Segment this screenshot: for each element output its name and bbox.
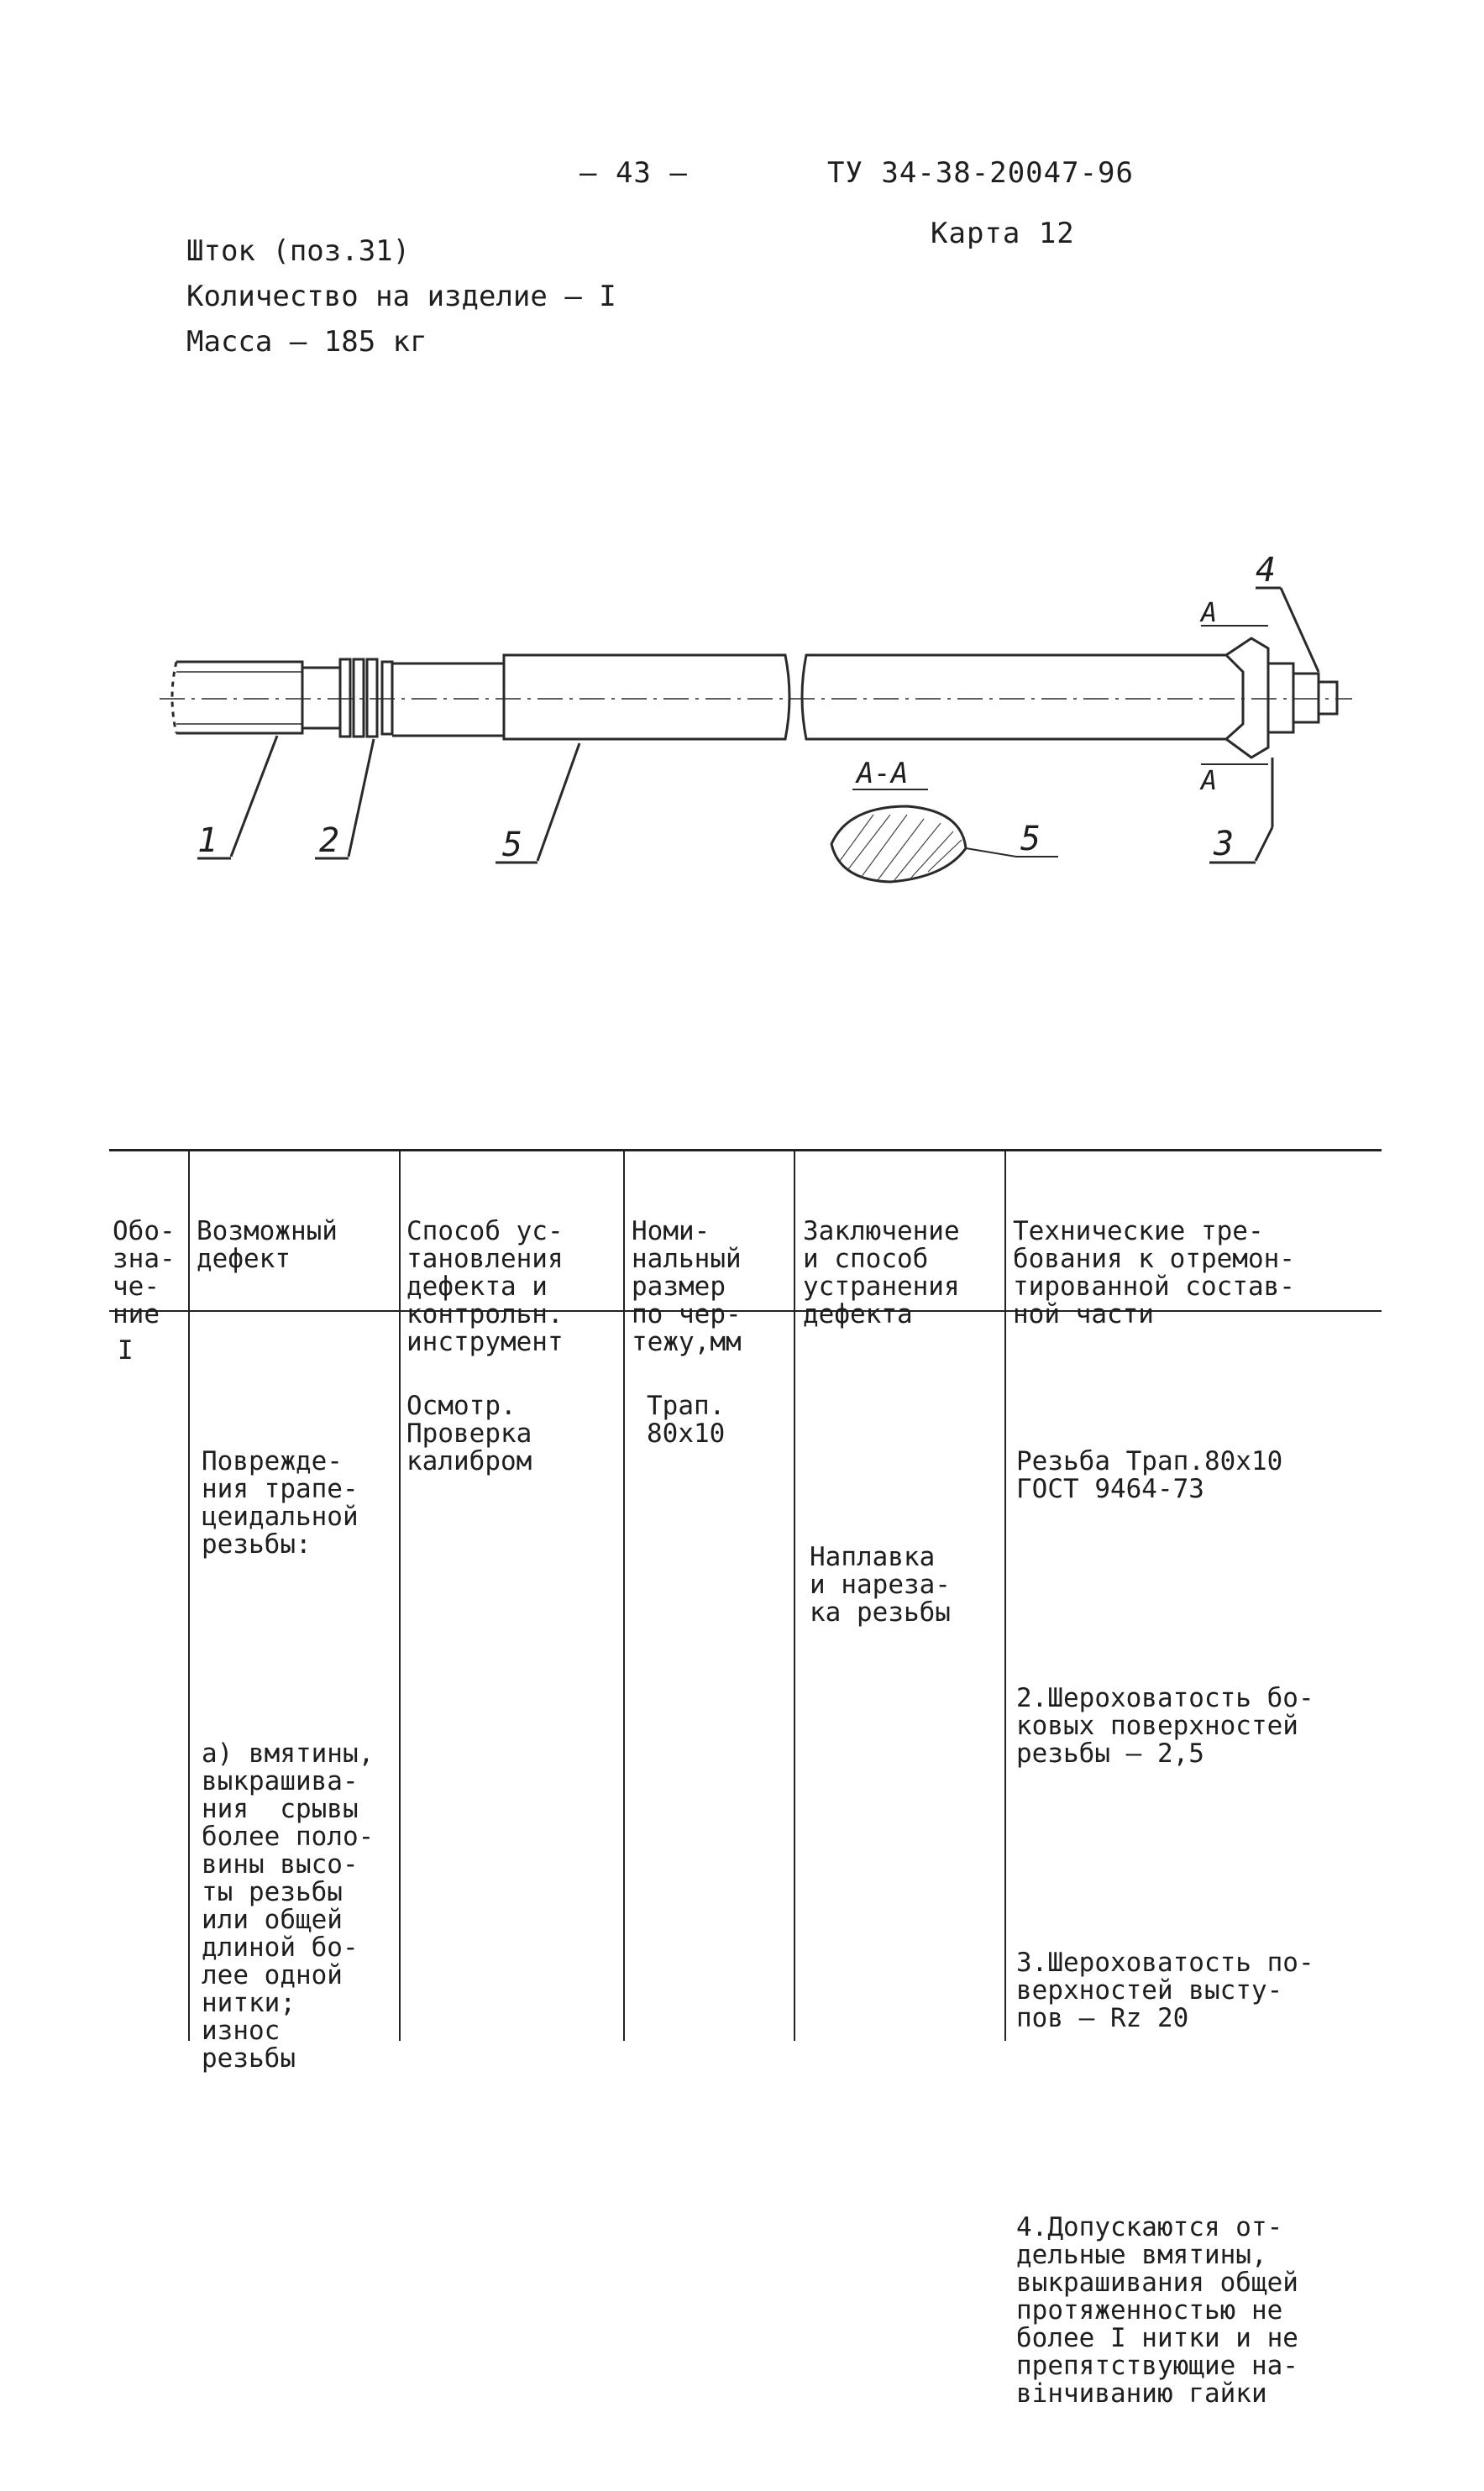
requirement-2: 2.Шероховатость бо- ковых поверхностей резьбы – 2,5 [1016, 1683, 1314, 1769]
section-mark-bottom: А [1201, 764, 1218, 796]
card-number: Карта 12 [931, 217, 1075, 250]
section-mark-top: А [1201, 596, 1218, 628]
header-nominal: Номи- нальный размер по чер- тежу,мм [632, 1216, 742, 1357]
callout-5-section: 5 [1020, 820, 1041, 858]
col-divider-2 [399, 1149, 401, 2041]
defect-detail: а) вмятины, выкрашива- ния срывы более поло- вины высо- ты резьбы или общей длиной бо- лее одной нитки; износ резьбы [202, 1738, 375, 2074]
page-number: – 43 – [579, 156, 688, 190]
item-mass: Масса – 185 кг [186, 325, 427, 359]
callout-2: 2 [319, 821, 340, 860]
item-name: Шток (поз.31) [186, 234, 411, 268]
row-conclusion: Наплавка и нареза- ка резьбы [810, 1542, 951, 1628]
table-top-rule [109, 1149, 1382, 1151]
callout-4: 4 [1256, 551, 1277, 590]
row-method: Осмотр. Проверка калибром [406, 1391, 532, 1476]
callout-1: 1 [197, 821, 218, 860]
callout-3: 3 [1214, 825, 1235, 863]
document-code: ТУ 34-38-20047-96 [827, 156, 1134, 190]
item-quantity: Количество на изделие – I [186, 280, 616, 313]
defect-main: Поврежде- ния трапе- цеидальной резьбы: [202, 1446, 359, 1560]
col-divider-3 [623, 1149, 625, 2041]
part-drawing [0, 538, 1484, 915]
requirement-4: 4.Допускаются от- дельные вмятины, выкрашивания общей протяженностью не более I нитки и не препятствующие на- вінчиванию гайки [1016, 2212, 1298, 2409]
col-divider-4 [794, 1149, 795, 2041]
row-defect [202, 1337, 374, 2156]
row-requirements [1016, 1337, 1314, 2491]
col-divider-5 [1004, 1149, 1006, 2041]
item-meta [186, 228, 616, 364]
requirement-3: 3.Шероховатость по- верхностей высту- пов – Rz 20 [1016, 1948, 1314, 2033]
section-title: А-А [857, 757, 909, 790]
header-defect: Возможный дефект [197, 1216, 338, 1274]
col-divider-1 [188, 1149, 190, 2041]
row-designation: I [118, 1335, 134, 1366]
header-requirements: Технические тре- бования к отремон- тированной состав- ной части [1013, 1216, 1295, 1329]
header-method: Способ ус- тановления дефекта и контрольн. инструмент [406, 1216, 564, 1357]
callout-5: 5 [502, 826, 523, 864]
row-nominal: Трап. 80х10 [647, 1391, 726, 1449]
requirement-1: Резьба Трап.80х10 ГОСТ 9464-73 [1016, 1446, 1283, 1504]
header-designation: Обо- зна- че- ние [113, 1216, 176, 1329]
header-conclusion: Заключение и способ устранения дефекта [803, 1216, 960, 1329]
